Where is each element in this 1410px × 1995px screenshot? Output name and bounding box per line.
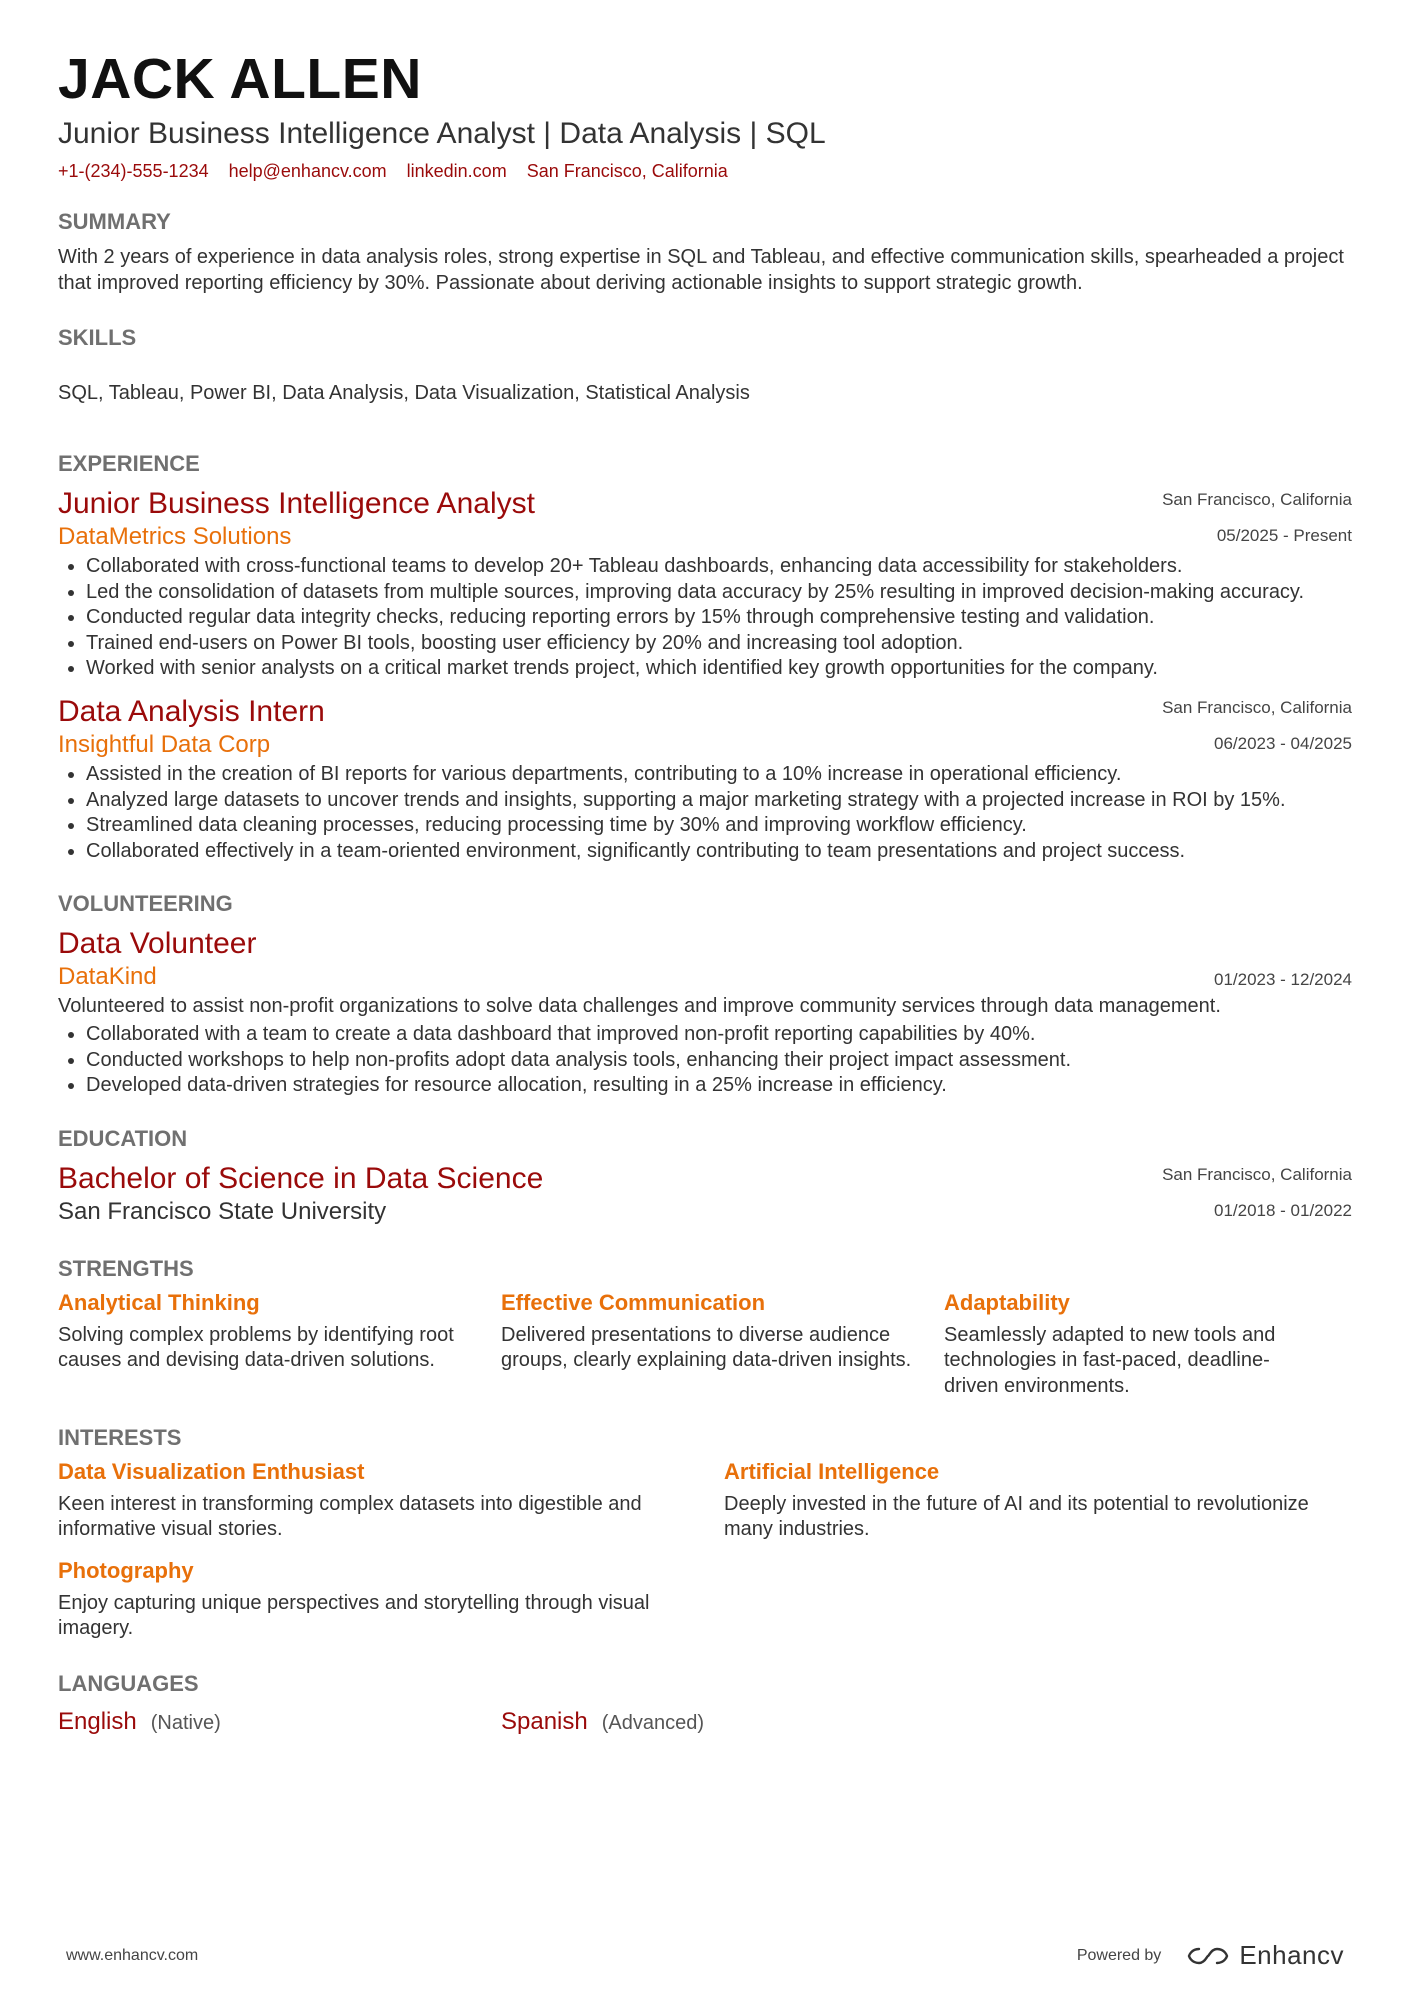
bullet-item: • Conducted regular data integrity checks, reducing reporting errors by 15% through comprehensive testing and validation.	[86, 605, 1352, 631]
interest-title: Artificial Intelligence	[724, 1458, 940, 1484]
strength-desc: Delivered presentations to diverse audience groups, clearly explaining data-driven insights.	[501, 1323, 912, 1372]
volunteering-heading: VOLUNTEERING	[58, 891, 233, 917]
strength-desc: Seamlessly adapted to new tools and technologies in fast-paced, deadline-driven environments.	[944, 1323, 1276, 1397]
volunteer-dates: 01/2023 - 12/2024	[1213, 970, 1352, 990]
strength-title: Analytical Thinking	[58, 1289, 260, 1315]
bullet-item: • Assisted in the creation of BI reports for various departments, contributing to a 10% increase in operational efficiency.	[86, 762, 1352, 788]
interest-desc: Deeply invested in the future of AI and its potential to revolutionize many industries.	[724, 1492, 1309, 1541]
summary-text: With 2 years of experience in data analysis roles, strong expertise in SQL and Tableau, and effective communication skills, spearheaded a project that improved reporting efficiency by 30%. Passionate about deriving actionable insights to support strategic growth.	[58, 246, 1344, 294]
volunteering-section	[58, 890, 1352, 1098]
job-dates: 05/2025 - Present	[1216, 526, 1352, 545]
languages-heading: LANGUAGES	[58, 1670, 199, 1696]
interests-heading: INTERESTS	[58, 1424, 182, 1450]
job-location: San Francisco, California	[1162, 490, 1352, 509]
skills-section	[58, 324, 1352, 406]
interest-title: Photography	[58, 1557, 194, 1583]
interest-desc: Keen interest in transforming complex datasets into digestible and informative visual stories.	[58, 1492, 642, 1541]
brand-logo[interactable]	[1185, 1940, 1344, 1971]
language-item	[58, 1708, 501, 1736]
experience-entry	[58, 486, 1352, 682]
summary-section	[58, 208, 1352, 296]
job-dates: 06/2023 - 04/2025	[1213, 733, 1352, 753]
bullet-item: • Trained end-users on Power BI tools, boosting user efficiency by 20% and increasing tool adoption.	[86, 631, 1352, 657]
interest-title: Data Visualization Enthusiast	[58, 1458, 365, 1484]
skills-heading: SKILLS	[58, 325, 137, 350]
degree: Bachelor of Science in Data Science	[58, 1161, 544, 1195]
resume-header	[58, 44, 1352, 182]
strength-item	[501, 1289, 944, 1400]
job-role: Data Analysis Intern	[58, 694, 325, 728]
bullet-item: • Collaborated with a team to create a data dashboard that improved non-profit reporting capabilities by 40%.	[86, 1022, 1352, 1048]
strength-title: Adaptability	[944, 1289, 1070, 1315]
language-name: English	[58, 1707, 137, 1735]
volunteer-bullets	[58, 1022, 1352, 1099]
job-company: DataMetrics Solutions	[58, 523, 292, 550]
interest-desc: Enjoy capturing unique perspectives and storytelling through visual imagery.	[58, 1591, 650, 1640]
education-section	[58, 1125, 1352, 1227]
school-location: San Francisco, California	[1162, 1164, 1352, 1184]
page-footer	[66, 1940, 1344, 1971]
languages-section	[58, 1670, 1352, 1736]
bullet-item: • Worked with senior analysts on a critical market trends project, which identified key growth opportunities for the company.	[86, 656, 1352, 682]
interest-item	[724, 1458, 1354, 1543]
job-bullets	[58, 762, 1352, 864]
bullet-item: • Analyzed large datasets to uncover trends and insights, supporting a major marketing strategy with a projected increase in ROI by 15%.	[86, 788, 1352, 814]
volunteer-org: DataKind	[58, 963, 157, 991]
powered-by-label: Powered by	[1076, 1946, 1162, 1964]
interest-item	[58, 1557, 724, 1642]
bullet-item: • Led the consolidation of datasets from multiple sources, improving data accuracy by 25% resulting in improved decision-making accuracy.	[86, 580, 1352, 606]
education-heading: EDUCATION	[58, 1125, 188, 1151]
bullet-item: • Conducted workshops to help non-profits adopt data analysis tools, enhancing their project impact assessment.	[86, 1048, 1352, 1074]
bullet-item: • Developed data-driven strategies for resource allocation, resulting in a 25% increase in efficiency.	[86, 1073, 1352, 1099]
strengths-section	[58, 1255, 1352, 1400]
contact-linkedin[interactable]: linkedin.com	[406, 161, 507, 181]
language-name: Spanish	[501, 1707, 588, 1735]
bullet-item: • Streamlined data cleaning processes, reducing processing time by 30% and improving workflow efficiency.	[86, 813, 1352, 839]
experience-section	[58, 450, 1352, 864]
summary-heading: SUMMARY	[58, 209, 171, 234]
bullet-item: • Collaborated with cross-functional teams to develop 20+ Tableau dashboards, enhancing data accessibility for stakeholders.	[86, 554, 1352, 580]
volunteer-role: Data Volunteer	[58, 927, 257, 961]
job-role: Junior Business Intelligence Analyst	[58, 487, 535, 520]
strength-title: Effective Communication	[501, 1289, 766, 1315]
job-location: San Francisco, California	[1162, 697, 1352, 717]
brand-name: Enhancv	[1239, 1940, 1344, 1970]
school-name: San Francisco State University	[58, 1197, 387, 1225]
job-company: Insightful Data Corp	[58, 730, 271, 758]
language-level: (Native)	[150, 1711, 221, 1734]
language-item	[501, 1708, 944, 1736]
bullet-item: • Collaborated effectively in a team-oriented environment, significantly contributing to team presentations and project success.	[86, 839, 1352, 865]
strength-item	[58, 1289, 501, 1400]
volunteering-entry	[58, 926, 1352, 1098]
interests-section	[58, 1424, 1352, 1642]
candidate-title: Junior Business Intelligence Analyst | Data Analysis | SQL	[58, 117, 826, 150]
experience-entry	[58, 694, 1352, 864]
contact-info	[58, 160, 1352, 182]
powered-by	[1077, 1940, 1344, 1971]
contact-location: San Francisco, California	[526, 161, 728, 181]
contact-email[interactable]: help@enhancv.com	[228, 161, 387, 181]
contact-phone[interactable]: +1-(234)-555-1234	[58, 161, 209, 181]
strengths-heading: STRENGTHS	[58, 1255, 194, 1281]
interest-item	[58, 1458, 724, 1543]
volunteer-description: Volunteered to assist non-profit organizations to solve data challenges and improve community services through data management.	[58, 995, 1221, 1018]
experience-heading: EXPERIENCE	[58, 451, 200, 476]
footer-website[interactable]: www.enhancv.com	[66, 1946, 199, 1964]
job-bullets	[58, 554, 1352, 682]
language-level: (Advanced)	[601, 1711, 705, 1734]
education-dates: 01/2018 - 01/2022	[1213, 1200, 1352, 1220]
candidate-name: JACK ALLEN	[58, 47, 422, 111]
enhancv-logo-icon	[1185, 1944, 1231, 1968]
strength-item	[944, 1289, 1354, 1400]
skills-list: SQL, Tableau, Power BI, Data Analysis, Data Visualization, Statistical Analysis	[58, 382, 750, 404]
education-entry	[58, 1161, 1352, 1227]
strength-desc: Solving complex problems by identifying root causes and devising data-driven solutions.	[58, 1323, 454, 1372]
